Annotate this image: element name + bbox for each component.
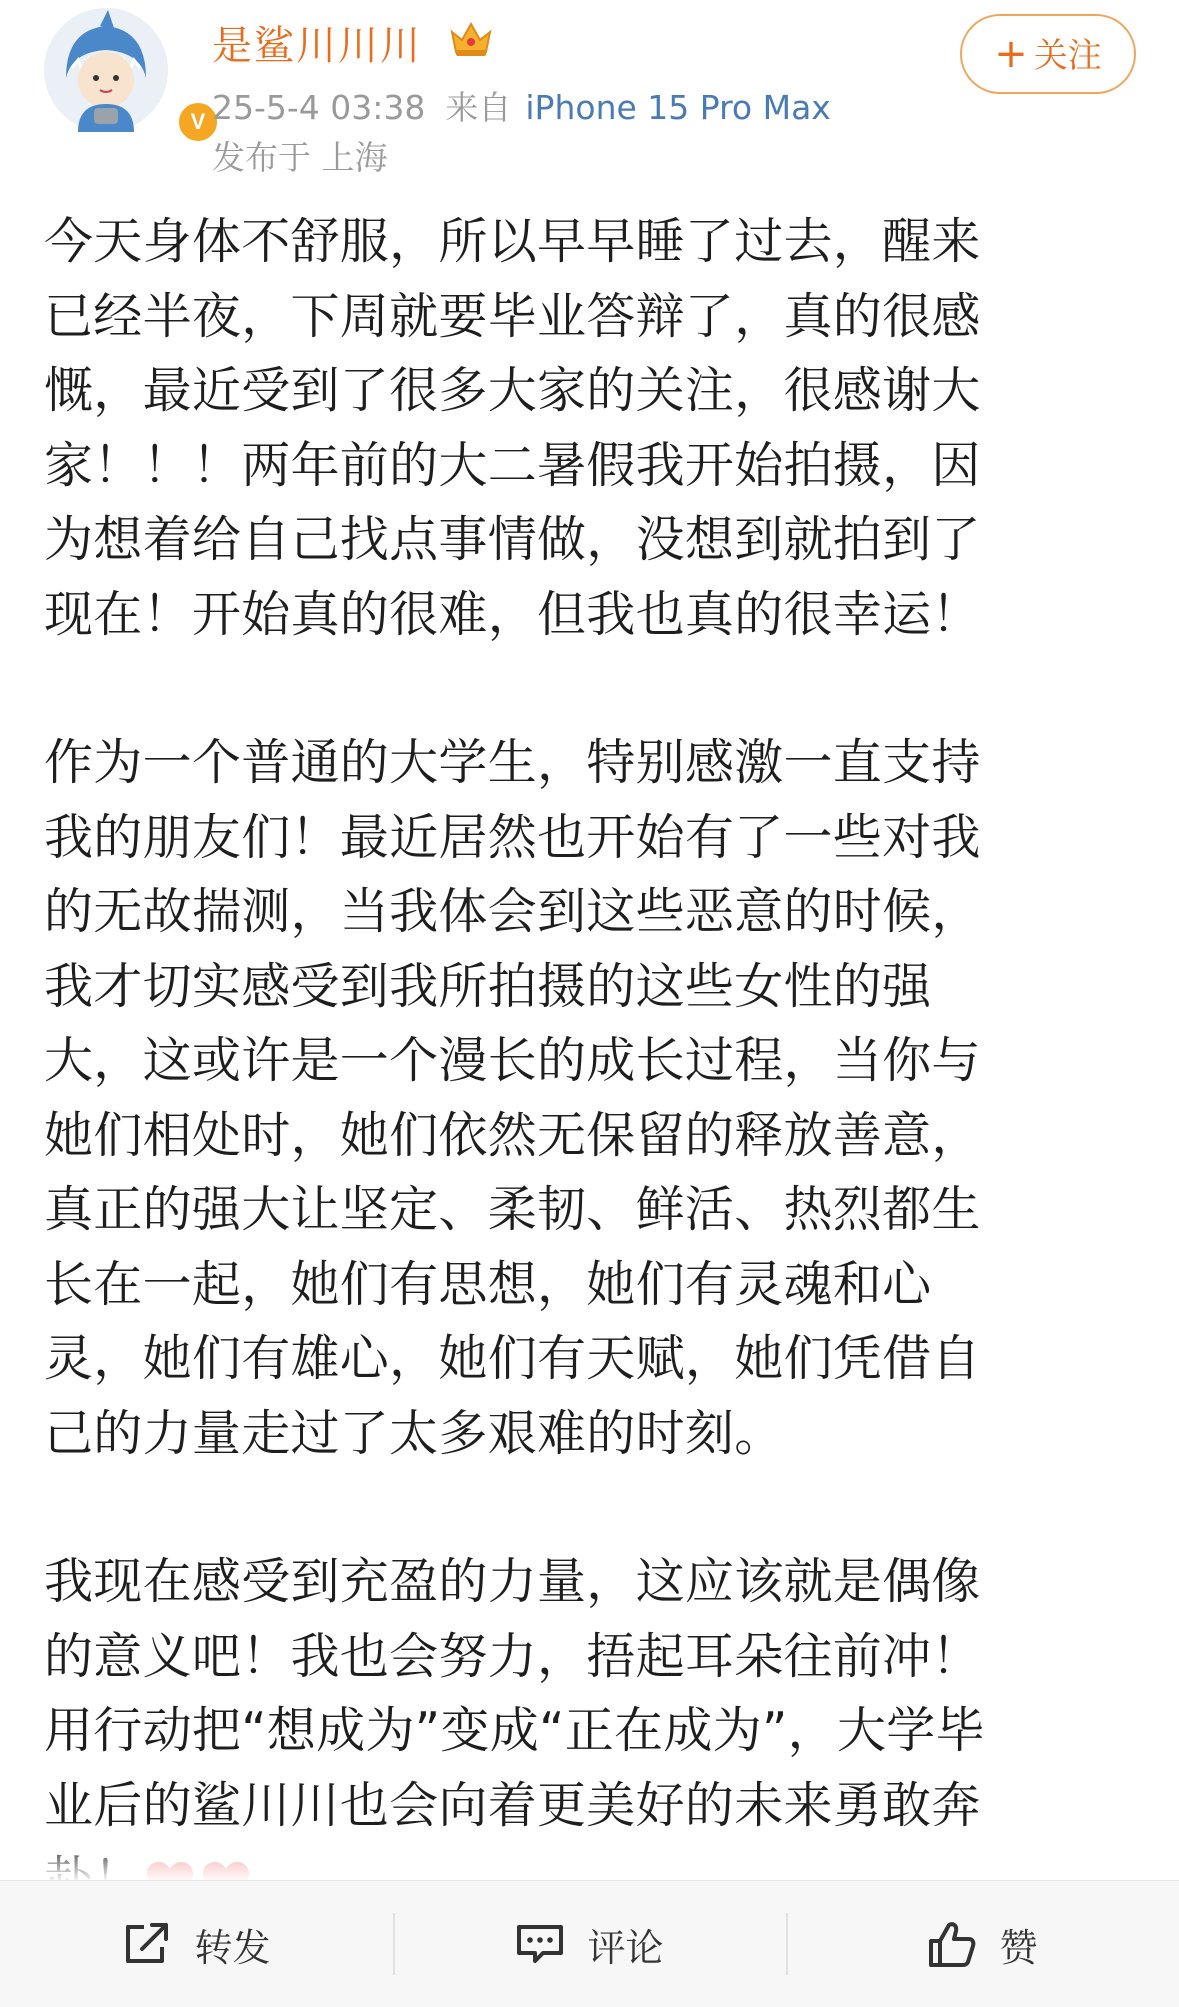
text-line: 用行动把“想成为”变成“正在成为”，大学毕 [44,1702,985,1759]
repost-button[interactable] [0,1881,393,2007]
comment-icon [515,1921,565,1967]
shark-costume-avatar-icon [44,8,168,132]
text-line: 她们相处时，她们依然无保留的释放善意， [44,1106,981,1164]
device-link[interactable]: iPhone 15 Pro Max [525,88,831,127]
user-avatar[interactable] [44,8,206,134]
username[interactable]: 是鲨川川川 [212,23,422,69]
text-line: 己的力量走过了太多艰难的时刻。 [44,1404,784,1462]
text-line: 已经半夜，下周就要毕业答辩了，真的很感 [44,287,981,345]
text-line: 慨，最近受到了很多大家的关注，很感谢大 [44,362,981,419]
text-line: 的无故揣测，当我体会到这些恶意的时候， [44,883,981,940]
paragraph-1 [44,205,1144,652]
text-line: 今天身体不舒服，所以早早睡了过去，醒来 [44,213,981,270]
like-label: 赞 [999,1925,1038,1970]
text-line: 大，这或许是一个漫长的成长过程，当你与 [44,1032,981,1089]
text-line: 我现在感受到充盈的力量，这应该就是偶像 [44,1553,981,1610]
post-header [0,0,1179,180]
action-bar [0,1880,1179,2007]
post-content [44,205,1144,1992]
paragraph-2 [44,726,1144,1471]
text-line: 业后的鲨川川也会向着更美好的未来勇敢奔 [44,1776,981,1834]
post-meta [212,82,831,129]
repost-icon [122,1921,172,1967]
thumbs-up-icon [927,1919,977,1969]
plus-icon: + [994,31,1028,77]
text-line: 现在！开始真的很难，但我也真的很幸运！ [44,585,981,643]
text-line: 灵，她们有雄心，她们有天赋，她们凭借自 [44,1330,981,1387]
content-fade [0,1840,1179,1880]
text-line: 长在一起，她们有思想，她们有灵魂和心 [44,1255,932,1313]
text-line: 家！！！两年前的大二暑假我开始拍摄，因 [44,436,981,494]
source-prefix: 来自 [445,88,512,127]
text-line: 我才切实感受到我所拍摄的这些女性的强 [44,957,932,1015]
text-line: 为想着给自己找点事情做，没想到就拍到了 [44,511,981,568]
follow-button[interactable] [960,14,1136,94]
text-line: 真正的强大让坚定、柔韧、鲜活、热烈都生 [44,1181,981,1238]
verified-badge-icon: V [176,100,220,144]
comment-label: 评论 [587,1925,664,1970]
repost-label: 转发 [194,1925,271,1970]
text-line: 我的朋友们！最近居然也开始有了一些对我 [44,808,981,866]
follow-label: 关注 [1033,36,1102,76]
like-button[interactable] [786,1881,1179,2007]
text-line: 作为一个普通的大学生，特别感激一直支持 [44,734,981,791]
post-location: 发布于 上海 [212,138,388,177]
post-timestamp: 25-5-4 03:38 [212,88,426,127]
crown-icon [448,18,494,58]
comment-button[interactable] [393,1881,786,2007]
text-line: 的意义吧！我也会努力，捂起耳朵往前冲！ [44,1627,981,1685]
